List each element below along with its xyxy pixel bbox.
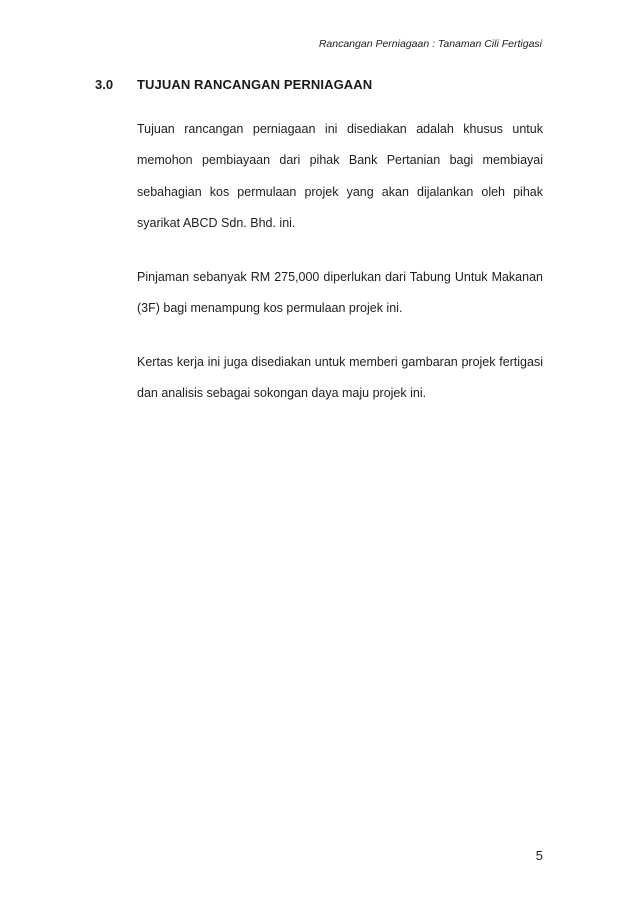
running-header: Rancangan Perniagaan : Tanaman Cili Fertigasi — [318, 38, 542, 50]
section-number: 3.0 — [95, 77, 114, 92]
paragraph-working-paper: Kertas kerja ini juga disediakan untuk memberi gambaran projek fertigasi dan analisis sebagai sokongan daya maju projek ini. — [137, 354, 543, 400]
page-number: 5 — [535, 848, 543, 863]
paragraph-purpose: Tujuan rancangan perniagaan ini disediakan adalah khusus untuk memohon pembiayaan dari pihak Bank Pertanian bagi membiayai sebahagian kos permulaan projek yang akan dijalankan oleh pihak syarikat ABCD Sdn. Bhd. ini. — [137, 121, 543, 230]
section-title: TUJUAN RANCANGAN PERNIAGAAN — [137, 77, 373, 92]
paragraph-loan: Pinjaman sebanyak RM 275,000 diperlukan dari Tabung Untuk Makanan (3F) bagi menampung kos permulaan projek ini. — [137, 269, 543, 315]
